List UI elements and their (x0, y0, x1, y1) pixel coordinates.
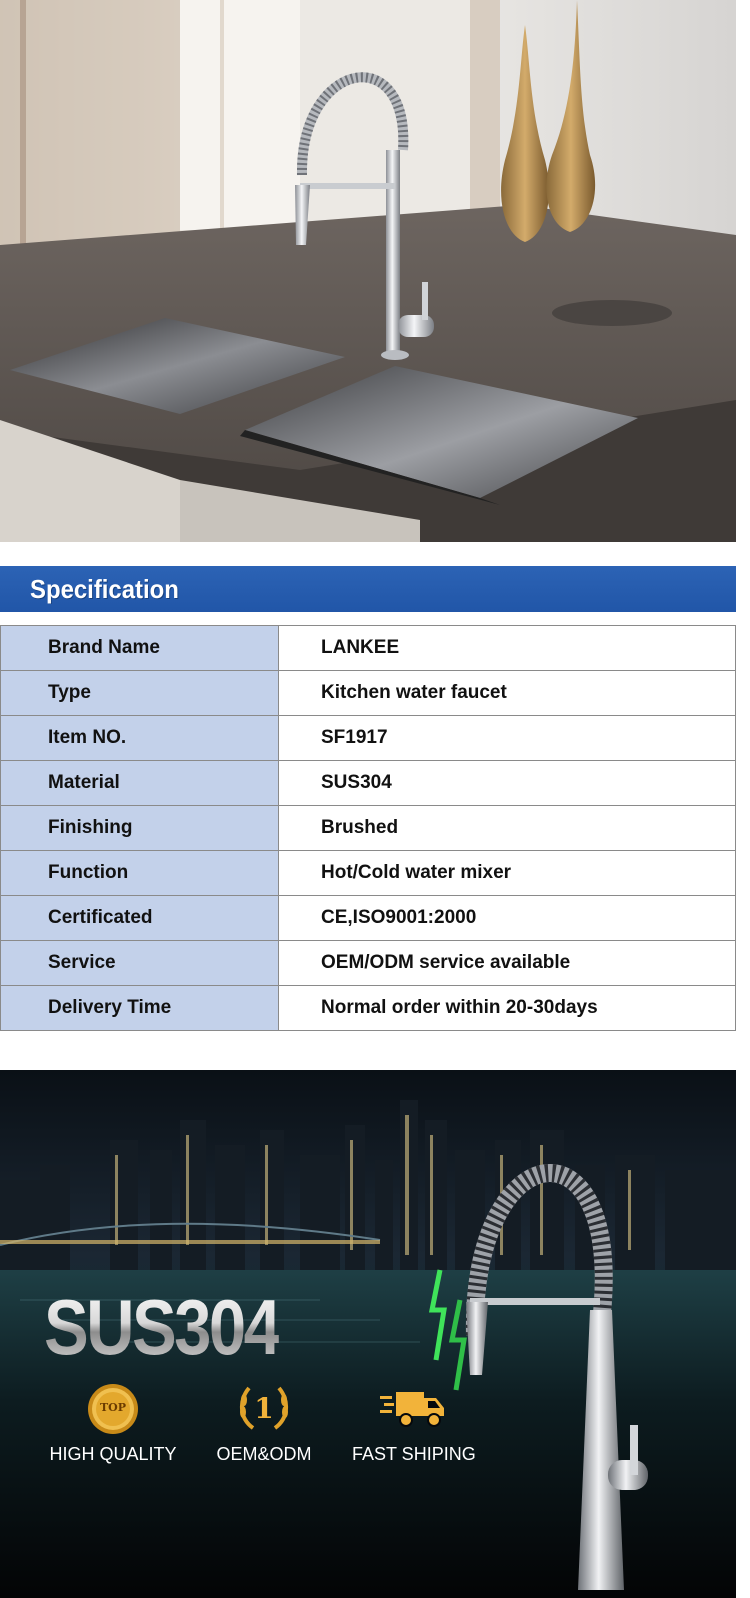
table-row (1, 761, 736, 806)
specification-table (0, 625, 736, 1031)
table-row (1, 806, 736, 851)
badge-label: OEM&ODM (216, 1444, 312, 1464)
spec-key: Service (1, 941, 279, 986)
spec-key: Function (1, 851, 279, 896)
table-row (1, 716, 736, 761)
specification-title: Specification (30, 574, 179, 604)
hero-product-photo (0, 0, 736, 542)
table-row (1, 986, 736, 1031)
badge-label: FAST SHIPING (352, 1444, 476, 1464)
medal-icon-text: TOP (99, 1401, 127, 1414)
table-row (1, 626, 736, 671)
spec-key: Type (1, 671, 279, 716)
spec-value: LANKEE (279, 626, 736, 671)
badge-high-quality (48, 1382, 178, 1465)
spec-value: Normal order within 20-30days (279, 986, 736, 1031)
spec-key: Brand Name (1, 626, 279, 671)
specification-banner (0, 566, 736, 612)
table-row (1, 896, 736, 941)
spec-value: Kitchen water faucet (279, 671, 736, 716)
badge-oem-odm (212, 1382, 316, 1465)
laurel-number-one-icon (235, 1382, 293, 1436)
table-row (1, 941, 736, 986)
spec-key: Delivery Time (1, 986, 279, 1031)
spec-value: Brushed (279, 806, 736, 851)
table-row (1, 671, 736, 716)
spec-key: Finishing (1, 806, 279, 851)
badge-label: HIGH QUALITY (49, 1444, 177, 1464)
spec-value: OEM/ODM service available (279, 941, 736, 986)
promo-banner (0, 1070, 736, 1598)
spec-key: Certificated (1, 896, 279, 941)
delivery-truck-icon (378, 1382, 448, 1436)
spec-value: Hot/Cold water mixer (279, 851, 736, 896)
spec-value: SUS304 (279, 761, 736, 806)
sus304-headline: SUS304 (44, 1283, 279, 1371)
spec-key: Material (1, 761, 279, 806)
spec-value: SF1917 (279, 716, 736, 761)
badge-fast-shipping (352, 1382, 474, 1465)
spec-key: Item NO. (1, 716, 279, 761)
laurel-icon-text: 1 (254, 1392, 274, 1425)
table-row (1, 851, 736, 896)
top-quality-medal-icon (86, 1382, 140, 1436)
kitchen-sink-illustration (0, 0, 736, 542)
spec-value: CE,ISO9001:2000 (279, 896, 736, 941)
